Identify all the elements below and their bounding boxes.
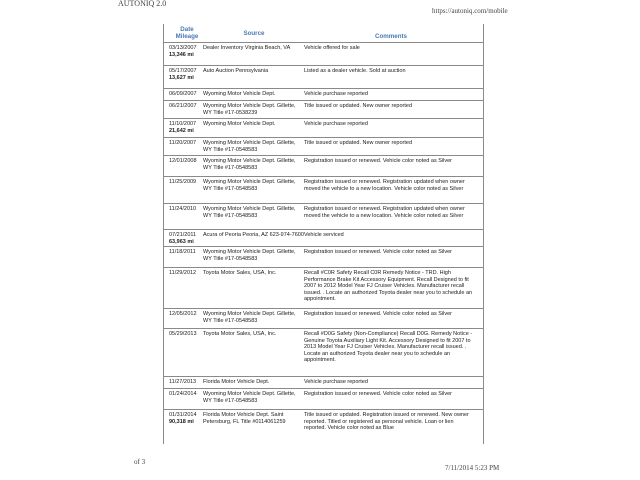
cell-source: Florida Motor Vehicle Dept. Saint Petersburg, FL Title #0114061259	[203, 412, 286, 425]
cell-date-mileage	[169, 391, 203, 398]
cell-source: Wyoming Motor Vehicle Dept. Gillette, WY Title #17-0548583	[203, 391, 296, 404]
cell-source: Acura of Peoria Peoria, AZ 623-974-7600	[203, 232, 304, 238]
cell-comments: Registration issued or renewed. Registration updated when owner moved the vehicle to a new location. Vehicle color noted as Silver	[304, 206, 465, 219]
table-row	[164, 229, 483, 247]
table-row	[164, 137, 483, 156]
cell-source: Florida Motor Vehicle Dept.	[203, 379, 270, 385]
cell-comments: Vehicle purchase reported	[304, 379, 368, 385]
cell-comments: Title issued or updated. Registration issued or renewed. New owner reported. Titled or registered as personal vehicle. Loan or lien reported. Vehicle color noted as Blue	[304, 412, 469, 432]
cell-date: 12/01/2008	[169, 158, 197, 164]
cell-source: Wyoming Motor Vehicle Dept. Gillette, WY Title #17-0548583	[203, 179, 296, 192]
column-header-mileage: Mileage	[175, 33, 199, 40]
column-header-source: Source	[243, 30, 265, 37]
cell-date-mileage	[169, 249, 203, 256]
cell-source: Auto Auction Pennsylvania	[203, 68, 269, 74]
column-header-comments: Comments	[375, 33, 407, 40]
table-row	[164, 409, 483, 444]
cell-source: Toyota Motor Sales, USA, Inc.	[203, 331, 277, 337]
cell-date-mileage	[169, 206, 203, 213]
cell-mileage: 21,642 mi	[169, 127, 194, 134]
table-row	[164, 308, 483, 329]
table-row	[164, 267, 483, 309]
table-row	[164, 246, 483, 268]
cell-date-mileage	[169, 379, 203, 386]
cell-source: Wyoming Motor Vehicle Dept. Gillette, WY Title #17-0548583	[203, 158, 296, 171]
table-header	[164, 24, 483, 43]
cell-comments: Vehicle purchase reported	[304, 121, 368, 127]
table-row	[164, 155, 483, 177]
cell-date-mileage	[169, 412, 203, 425]
cell-date-mileage	[169, 270, 203, 277]
cell-comments: Listed as a dealer vehicle. Sold at auction	[304, 68, 406, 74]
cell-date-mileage	[169, 179, 203, 186]
cell-source: Wyoming Motor Vehicle Dept.	[203, 91, 276, 97]
cell-source: Dealer Inventory Virginia Beach, VA	[203, 45, 291, 51]
cell-source: Wyoming Motor Vehicle Dept. Gillette, WY Title #17-0538239	[203, 103, 296, 116]
cell-comments: Vehicle serviced	[304, 232, 344, 238]
cell-source: Wyoming Motor Vehicle Dept. Gillette, WY Title #17-0548583	[203, 206, 296, 219]
cell-date: 11/25/2009	[169, 179, 197, 185]
table-row	[164, 100, 483, 119]
cell-comments: Registration issued or renewed. Vehicle color noted as Silver	[304, 249, 452, 255]
cell-date: 12/05/2012	[169, 311, 197, 317]
cell-date-mileage	[169, 140, 203, 147]
cell-mileage: 13,346 mi	[169, 51, 194, 58]
cell-date-mileage	[169, 91, 203, 98]
table-row	[164, 42, 483, 66]
cell-date-mileage	[169, 103, 203, 110]
print-footer-page: of 3	[134, 458, 146, 466]
cell-comments: Recall #C0R Safety Recall C0R Remedy Notice - TRD. High Performance Brake Kit Accessory Equipment. Recall Designed to fit 2007 to 2012 Model Year FJ Cruiser Vehicles. Manufacturer recall issued. . Locate an authorized Toyota dealer near you to schedule an appointment.	[304, 270, 473, 303]
vehicle-history-table	[163, 24, 484, 444]
cell-date: 06/21/2007	[169, 103, 197, 109]
cell-mileage: 63,963 mi	[169, 238, 194, 245]
cell-date: 11/29/2012	[169, 270, 197, 276]
cell-date: 07/21/2011	[169, 232, 197, 238]
print-header-title: AUTONIQ 2.0	[118, 0, 167, 8]
cell-comments: Vehicle purchase reported	[304, 91, 368, 97]
cell-comments: Title issued or updated. New owner reported	[304, 103, 413, 109]
table-row	[164, 65, 483, 89]
cell-source: Toyota Motor Sales, USA, Inc.	[203, 270, 277, 276]
cell-date-mileage	[169, 68, 203, 81]
print-footer-timestamp: 7/11/2014 5:23 PM	[445, 464, 500, 472]
cell-source: Wyoming Motor Vehicle Dept. Gillette, WY Title #17-0548583	[203, 140, 296, 153]
cell-date-mileage	[169, 311, 203, 318]
cell-mileage: 90,318 mi	[169, 418, 194, 425]
cell-date: 11/10/2007	[169, 121, 197, 127]
cell-comments: Title issued or updated. New owner reported	[304, 140, 413, 146]
table-row	[164, 118, 483, 138]
cell-comments: Vehicle offered for sale	[304, 45, 360, 51]
cell-comments: Registration issued or renewed. Vehicle color noted as Silver	[304, 391, 452, 397]
cell-date: 03/13/2007	[169, 45, 197, 51]
cell-date-mileage	[169, 158, 203, 165]
cell-date: 05/29/2013	[169, 331, 197, 337]
table-row	[164, 203, 483, 230]
cell-date-mileage	[169, 331, 203, 338]
cell-mileage: 13,627 mi	[169, 74, 194, 81]
cell-date: 11/20/2007	[169, 140, 197, 146]
cell-date: 06/09/2007	[169, 91, 197, 97]
cell-comments: Registration issued or renewed. Vehicle color noted as Silver	[304, 311, 452, 317]
cell-date: 11/24/2010	[169, 206, 197, 212]
print-header-url: https://autoniq.com/mobile	[432, 7, 508, 15]
cell-date: 01/31/2014	[169, 412, 197, 418]
cell-comments: Registration issued or renewed. Registration updated when owner moved the vehicle to a new location. Vehicle color noted as Silver	[304, 179, 465, 192]
table-row	[164, 388, 483, 410]
cell-date-mileage	[169, 121, 203, 134]
column-header-date-mileage	[170, 26, 204, 40]
cell-source: Wyoming Motor Vehicle Dept. Gillette, WY Title #17-0548583	[203, 249, 296, 262]
column-header-date: Date	[180, 26, 194, 33]
cell-source: Wyoming Motor Vehicle Dept.	[203, 121, 276, 127]
cell-comments: Recall #D0G Safety (Non-Compliance) Recall D0G. Remedy Notice - Genuine Toyota Auxiliary Light Kit. Accessory Designed to fit 2007 to 2013 Model Year FJ Cruiser Vehicles. Manufacturer recall issued. . Locate an authorized Toyota dealer near you to schedule an appointment.	[304, 331, 473, 364]
table-row	[164, 328, 483, 377]
cell-date: 11/27/2013	[169, 379, 197, 385]
cell-date: 01/24/2014	[169, 391, 197, 397]
cell-date: 11/18/2011	[169, 249, 196, 255]
cell-comments: Registration issued or renewed. Vehicle color noted as Silver	[304, 158, 452, 164]
cell-date: 05/17/2007	[169, 68, 197, 74]
cell-date-mileage	[169, 45, 203, 58]
table-row	[164, 176, 483, 204]
cell-date-mileage	[169, 232, 203, 245]
cell-source: Wyoming Motor Vehicle Dept. Gillette, WY Title #17-0548583	[203, 311, 296, 324]
